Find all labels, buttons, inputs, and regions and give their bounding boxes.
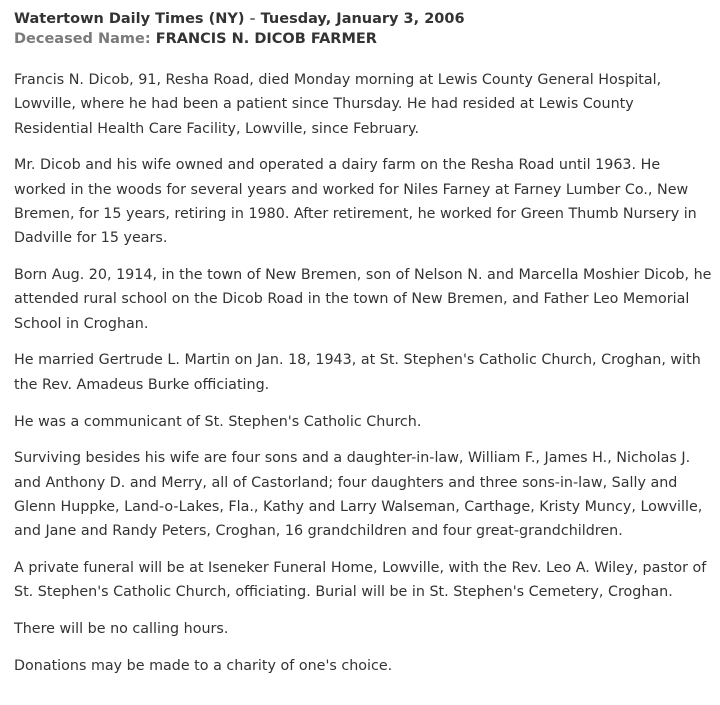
publication-line <box>14 9 712 29</box>
paragraph-church: He was a communicant of St. Stephen's Catholic Church. <box>14 413 422 430</box>
obituary-body <box>14 68 712 678</box>
paragraph-funeral: A private funeral will be at Iseneker Funeral Home, Lowville, with the Rev. Leo A. Wiley, pastor of St. Stephen's Catholic Church, officiating. Burial will be in St. Stephen's Cemetery, Croghan. <box>14 560 707 601</box>
deceased-name: FRANCIS N. DICOB FARMER <box>155 31 377 47</box>
paragraph-marriage: He married Gertrude L. Martin on Jan. 18, 1943, at St. Stephen's Catholic Church, Croghan, with the Rev. Amadeus Burke officiating. <box>14 352 701 393</box>
publication-date: Tuesday, January 3, 2006 <box>260 11 465 27</box>
deceased-label: Deceased Name: <box>14 31 151 47</box>
newspaper-name: Watertown Daily Times (NY) <box>14 11 245 27</box>
deceased-line <box>14 29 712 49</box>
paragraph-survivors: Surviving besides his wife are four sons and a daughter-in-law, William F., James H., Nicholas J. and Anthony D. and Merry, all of Castorland; four daughters and three sons-in-law, Sally and Glenn Huppke, Land-o-Lakes, Fla., Kathy and Larry Walseman, Carthage, Kristy Muncy, Lowville, and Jane and Randy Peters, Croghan, 16 grandchildren and four great-grandchildren. <box>14 450 703 540</box>
paragraph-birth: Born Aug. 20, 1914, in the town of New Bremen, son of Nelson N. and Marcella Moshier Dicob, he attended rural school on the Dicob Road in the town of New Bremen, and Father Leo Memorial School in Croghan. <box>14 267 712 332</box>
paragraph-donations: Donations may be made to a charity of one's choice. <box>14 657 393 674</box>
paragraph-career: Mr. Dicob and his wife owned and operated a dairy farm on the Resha Road until 1963. He worked in the woods for several years and worked for Niles Farney at Farney Lumber Co., New Bremen, for 15 years, retiring in 1980. After retirement, he worked for Green Thumb Nursery in Dadville for 15 years. <box>14 157 697 247</box>
paragraph-death-notice: Francis N. Dicob, 91, Resha Road, died Monday morning at Lewis County General Hospital, Lowville, where he had been a patient since Thursday. He had resided at Lewis County Residential Health Care Facility, Lowville, since February. <box>14 72 662 137</box>
paragraph-calling-hours: There will be no calling hours. <box>14 621 229 638</box>
header-separator: - <box>244 11 261 27</box>
